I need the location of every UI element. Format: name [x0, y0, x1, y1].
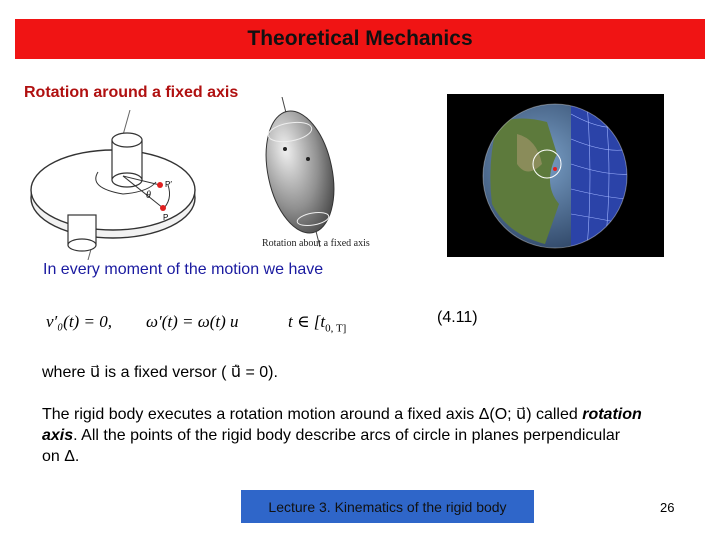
point-p-label: P: [163, 213, 169, 222]
rotating-disc-figure: [28, 110, 268, 260]
footer-box: [241, 490, 534, 523]
equation-angular-velocity: ω′(t) = ω(t) u⃗: [146, 312, 252, 331]
globe-graphic: [447, 94, 664, 257]
equation-velocity: v′₀(t) = 0,: [46, 312, 112, 331]
slide-subtitle: Rotation around a fixed axis: [24, 84, 239, 101]
rotation-description-part2: . All the points of the rigid body describe arcs of circle in planes perpendicular on Δ.: [42, 427, 621, 465]
footer-text: Lecture 3. Kinematics of the rigid body: [268, 498, 507, 515]
slide-title: Theoretical Mechanics: [247, 27, 473, 50]
equation-number: (4.11): [437, 309, 478, 326]
equation-time-prefix: t ∈ [t: [288, 312, 326, 331]
rotation-description: [42, 404, 642, 467]
moment-text: In every moment of the motion we have: [43, 261, 324, 278]
figure-caption: Rotation about a fixed axis: [262, 238, 370, 249]
ellipsoid-figure: [250, 97, 400, 252]
equation-time-suffix: 0, T]: [325, 322, 347, 335]
equation-time-interval: [288, 312, 346, 334]
page-number: 26: [660, 500, 675, 515]
fixed-versor-text: where u⃗ is a fixed versor ( u̇⃗ = 0).: [42, 364, 278, 381]
title-bar: [15, 19, 705, 59]
rotation-axis-term: rotation axis: [42, 406, 642, 444]
point-p-prime-label: P′: [165, 180, 172, 189]
angle-label: θ: [146, 190, 151, 201]
globe-image: [447, 94, 664, 257]
rotation-description-part1: The rigid body executes a rotation motion around a fixed axis Δ(O; u⃗) called: [42, 406, 583, 423]
